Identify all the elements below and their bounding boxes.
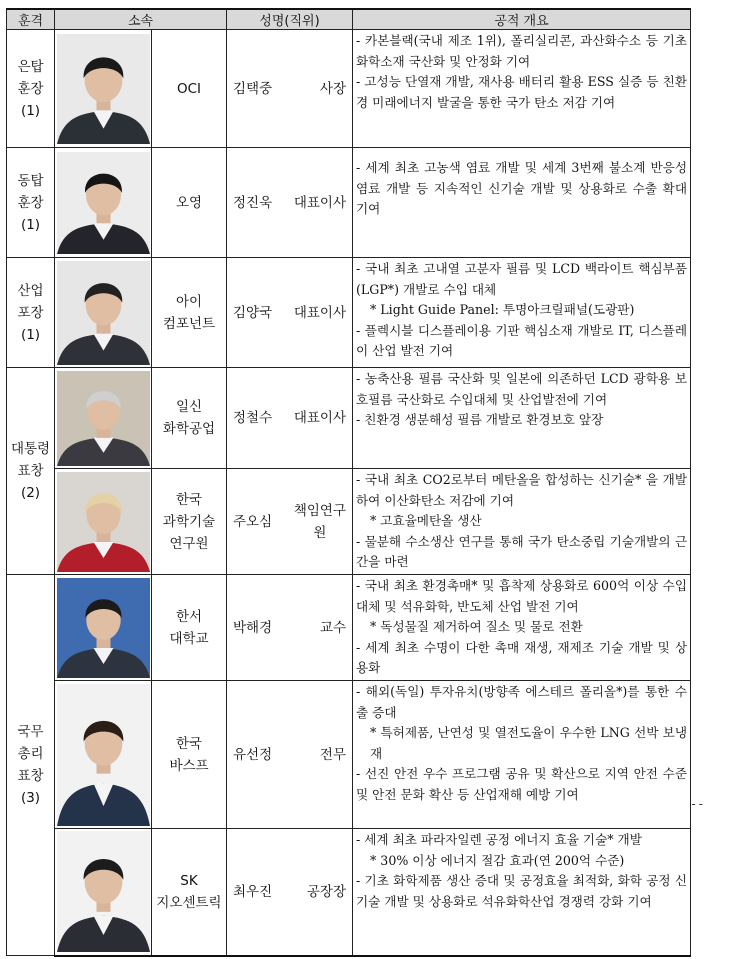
person-role: 책임연구 원 [293,502,346,541]
header-name: 성명(직위) [227,9,353,30]
portrait-photo [57,152,150,254]
portrait-cell [55,469,152,575]
description-line: - 플렉시블 디스플레이용 기판 핵심소재 개발로 IT, 디스플레이 산업 발전 기여 [356,322,687,358]
portrait-graphic [57,371,150,466]
portrait-cell [55,829,152,956]
description-line: - 카본블랙(국내 제조 1위), 폴리실리콘, 과산화수소 등 기초화학소재 국산화 및 안정화 기여 [356,33,687,69]
portrait-photo [57,578,150,678]
table-row [7,681,691,829]
description-line: - 고성능 단열재 개발, 재사용 배터리 활용 ESS 실증 등 친환경 미래에너지 발굴을 통한 국가 탄소 저감 기여 [356,74,687,110]
person-role: 대표이사 [293,194,346,211]
portrait-graphic [57,578,150,678]
person-name: 유선정 [233,746,273,763]
description-line: * 30% 이상 에너지 절감 효과(연 200억 수준) [370,852,625,868]
portrait-cell [55,148,152,258]
award-grade: 은탑 훈장 (1) [7,30,55,148]
name-cell [227,148,353,258]
portrait-graphic [57,152,150,254]
description-line: - 물분해 수소생산 연구를 통해 국가 탄소중립 기술개발의 근간을 마련 [356,533,687,569]
award-table-wrapper [6,8,690,957]
portrait-graphic [57,261,150,365]
table-row [7,575,691,681]
description-line: - 세계 최초 고농색 염료 개발 및 세계 3번째 불소계 반응성 염료 개발 등 지속적인 신기술 개발 및 상용화로 수출 확대 기여 [356,160,687,216]
table-row [7,469,691,575]
person-role: 교수 [319,619,346,636]
portrait-cell [55,30,152,148]
portrait-graphic [57,831,150,952]
person-name: 최우진 [233,883,273,900]
award-grade: 동탑 훈장 (1) [7,148,55,258]
portrait-photo [57,371,150,466]
award-table [6,8,691,957]
merit-description [353,258,691,368]
table-row [7,30,691,148]
header-award: 훈격 [7,9,55,30]
person-name: 정철수 [233,410,273,426]
margin-mark: -- [690,797,705,811]
merit-description [353,829,691,956]
portrait-graphic [57,34,150,144]
table-row [7,148,691,258]
table-row [7,258,691,368]
merit-description [353,681,691,829]
description-line: * 특허제품, 난연성 및 열전도율이 우수한 LNG 선박 보냉재 [370,725,687,761]
org-cell: 아이 컴포넌트 [152,258,227,368]
name-cell [227,469,353,575]
table-row [7,829,691,956]
portrait-photo [57,831,150,952]
org-cell: 한국 바스프 [152,681,227,829]
name-cell [227,829,353,956]
award-grade: 산업 포장 (1) [7,258,55,368]
merit-description [353,469,691,575]
portrait-cell [55,575,152,681]
table-row [7,368,691,469]
name-cell [227,30,353,148]
description-line: - 농축산용 필름 국산화 및 일본에 의존하던 LCD 광학용 보호필름 국산화로 수입대체 및 산업발전에 기여 [356,371,687,407]
person-role: 전무 [319,746,346,763]
name-cell [227,368,353,469]
person-name: 김택중 [233,80,273,97]
portrait-photo [57,472,150,572]
description-line: * 독성물질 제거하여 질소 및 물로 전환 [370,619,583,634]
portrait-cell [55,258,152,368]
header-desc: 공적 개요 [353,9,691,30]
person-role: 대표이사 [293,410,346,426]
org-cell: OCI [152,30,227,148]
portrait-photo [57,261,150,365]
merit-description [353,30,691,148]
award-grade: 대통령 표창 (2) [7,368,55,575]
portrait-photo [57,34,150,144]
portrait-cell [55,681,152,829]
portrait-graphic [57,684,150,826]
portrait-photo [57,684,150,826]
award-grade: 국무 총리 표창 (3) [7,575,55,956]
description-line: - 기초 화학제품 생산 증대 및 공정효율 최적화, 화학 공정 신기술 개발 및 상용화로 석유화학산업 경쟁력 강화 기여 [356,873,687,909]
description-line: - 해외(독일) 투자유치(방향족 에스테르 폴리올*)를 통한 수출 증대 [356,684,687,720]
name-cell [227,681,353,829]
org-cell: 오영 [152,148,227,258]
person-role: 대표이사 [293,304,346,321]
header-row [7,9,691,30]
person-role: 사장 [319,80,346,97]
description-line: - 국내 최초 CO2로부터 메탄올을 합성하는 신기술* 을 개발하여 이산화탄소 저감에 기여 [356,472,687,508]
person-name: 주오심 [233,513,273,530]
name-cell [227,258,353,368]
name-cell [227,575,353,681]
merit-description [353,368,691,469]
description-line: * Light Guide Panel: 투명아크릴패널(도광판) [370,302,635,317]
description-line: - 국내 최초 고내열 고분자 필름 및 LCD 백라이트 핵심부품(LGP*) 개발로 수입 대체 [356,261,687,297]
org-cell: 일신 화학공업 [152,368,227,469]
org-cell: SK 지오센트릭 [152,829,227,956]
header-org: 소속 [55,9,227,30]
org-cell: 한서 대학교 [152,575,227,681]
merit-description [353,148,691,258]
person-name: 박해경 [233,619,273,636]
description-line: - 국내 최초 환경촉매* 및 흡착제 상용화로 600억 이상 수입대체 및 석유화학, 반도체 산업 발전 기여 [356,578,687,614]
description-line: - 세계 최초 파라자일렌 공정 에너지 효율 기술* 개발 [356,832,642,847]
org-cell: 한국 과학기술 연구원 [152,469,227,575]
portrait-cell [55,368,152,469]
person-role: 공장장 [306,883,346,900]
person-name: 정진욱 [233,194,273,211]
description-line: - 선진 안전 우수 프로그램 공유 및 확산으로 지역 안전 수준 및 안전 문화 확산 등 산업재해 예방 기여 [356,766,687,802]
merit-description [353,575,691,681]
description-line: - 친환경 생분해성 필름 개발로 환경보호 앞장 [356,412,604,427]
description-line: - 세계 최초 수명이 다한 촉매 재생, 재제조 기술 개발 및 상용화 [356,639,687,675]
portrait-graphic [57,472,150,572]
description-line: * 고효율메탄올 생산 [370,513,482,528]
person-name: 김양국 [233,304,273,321]
